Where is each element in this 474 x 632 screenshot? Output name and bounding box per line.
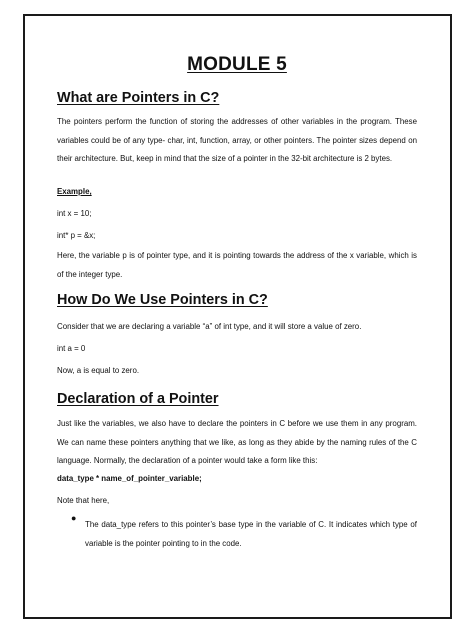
section-paragraph-declaration: Just like the variables, we also have to declare the pointers in C before we use them in any program. We can name these pointers anything that we like, as long as they abide by the naming rules of the C language. Normally, the declaration of a pointer would take a form like this:	[57, 419, 417, 465]
page-title: MODULE 5	[187, 54, 287, 75]
note-a-equals-zero: Now, a is equal to zero.	[57, 366, 140, 375]
list-item: The data_type refers to this pointer’s base type in the variable of C. It indicates which type of variable is the pointer pointing to in the code.	[85, 520, 417, 548]
syntax-line: data_type * name_of_pointer_variable;	[57, 474, 202, 483]
section-heading-how-use-pointers: How Do We Use Pointers in C?	[57, 292, 268, 308]
section-paragraph-how-use: Consider that we are declaring a variable “a” of int type, and it will store a value of zero.	[57, 322, 362, 331]
section-paragraph-pointers-intro: The pointers perform the function of storing the addresses of other variables in the program. These variables could be of any type- char, int, function, array, or other pointers. The pointer sizes depend on their architecture. But, keep in mind that the size of a pointer in the 32-bit architecture is 2 bytes.	[57, 117, 417, 163]
section-heading-what-are-pointers: What are Pointers in C?	[57, 90, 220, 106]
code-line-int-x: int x = 10;	[57, 209, 92, 218]
section-heading-declaration: Declaration of a Pointer	[57, 391, 219, 407]
code-line-int-p: int* p = &x;	[57, 231, 96, 240]
note-that-here: Note that here,	[57, 496, 110, 505]
example-label: Example,	[57, 187, 92, 196]
bullet-icon: ●	[71, 513, 77, 523]
example-explanation: Here, the variable p is of pointer type, and it is pointing towards the address of the x variable, which is of the integer type.	[57, 251, 417, 279]
code-line-int-a: int a = 0	[57, 344, 86, 353]
